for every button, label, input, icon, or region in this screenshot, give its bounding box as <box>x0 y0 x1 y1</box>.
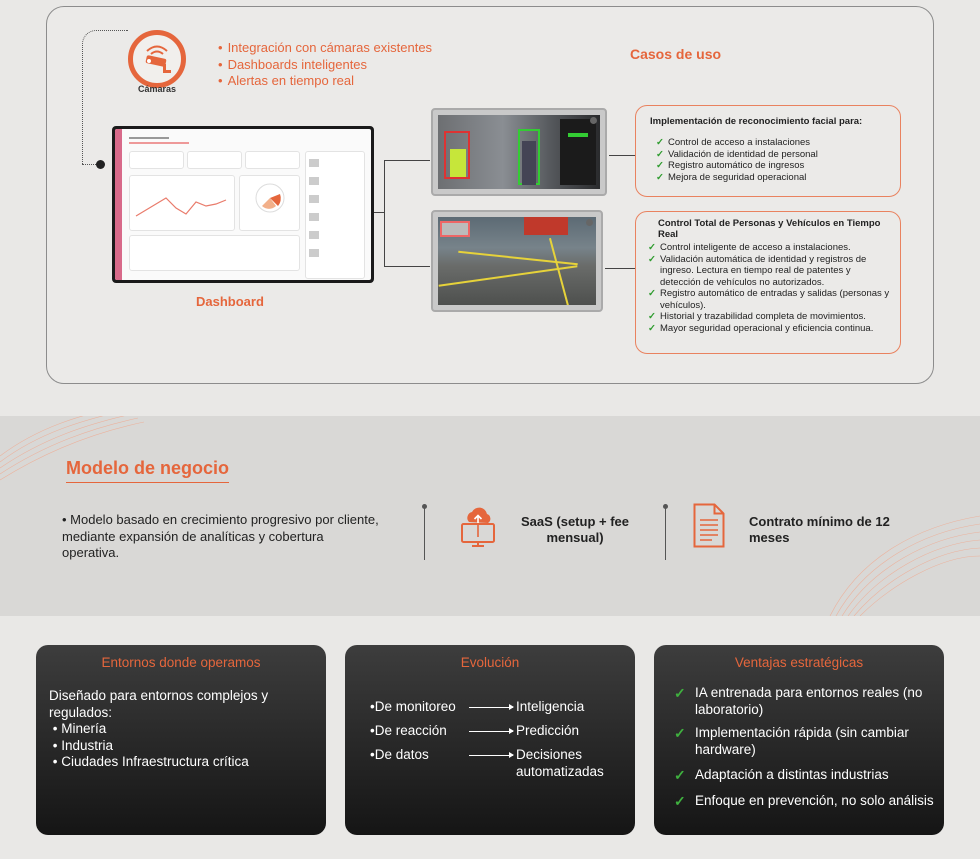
check-icon: ✓ <box>648 311 656 322</box>
connector-line <box>374 212 384 213</box>
card-title: Entornos donde operamos <box>101 655 261 670</box>
evolution-to: Inteligencia <box>516 699 585 714</box>
business-model-description: • Modelo basado en crecimiento progresivo por cliente, mediante expansión de analíticas y cobertura operativa. <box>62 512 379 560</box>
connector-line <box>384 160 385 266</box>
check-icon: ✓ <box>674 767 686 783</box>
use-cases-title: Casos de uso <box>630 46 722 62</box>
cloud-upload-icon <box>460 504 496 548</box>
case-item: ✓ Control de acceso a instalaciones <box>656 137 811 148</box>
feature-list <box>218 40 432 90</box>
case-item: ✓ Validación automática de identidad y registros de ingreso. Lectura en tiempo real de patentes y detección de vehículos no autorizados. <box>648 253 867 288</box>
evolution-card <box>345 645 635 835</box>
feature-item: • Alertas en tiempo real <box>218 73 432 90</box>
arrow-right-icon <box>469 707 513 708</box>
divider <box>424 508 425 560</box>
check-icon: ✓ <box>656 137 664 148</box>
arrow-right-icon <box>469 731 513 732</box>
case-card-title: Implementación de reconocimiento facial para: <box>650 116 863 127</box>
check-icon: ✓ <box>674 725 686 741</box>
advantage-item: ✓ Implementación rápida (sin cambiar hardware) <box>674 725 909 757</box>
card-list <box>49 721 319 771</box>
advantage-item: ✓ Adaptación a distintas industrias <box>674 767 889 783</box>
case-item: ✓ Registro automático de ingresos <box>656 160 805 171</box>
evolution-from: •De reacción <box>370 723 447 738</box>
case-item: ✓ Mejora de seguridad operacional <box>656 171 807 183</box>
check-icon: ✓ <box>648 288 656 299</box>
divider <box>665 508 666 560</box>
arrow-to-case-2 <box>605 268 635 269</box>
contract-label: Contrato mínimo de 12 meses <box>749 514 890 545</box>
list-item: • Industria <box>49 737 114 753</box>
business-model-title: Modelo de negocio <box>66 458 229 483</box>
facial-recognition-camera-view <box>431 108 607 196</box>
divider-dot <box>422 504 427 509</box>
case-item: ✓ Validación de identidad de personal <box>656 148 818 160</box>
dashboard-screenshot <box>112 126 374 283</box>
evolution-to: Decisiones automatizadas <box>516 747 604 779</box>
case-item: ✓ Mayor seguridad operacional y eficiencia continua. <box>648 322 874 334</box>
case-card-vehicles <box>635 211 901 354</box>
card-title: Ventajas estratégicas <box>734 655 864 670</box>
check-icon: ✓ <box>656 171 664 183</box>
check-icon: ✓ <box>674 685 686 701</box>
check-icon: ✓ <box>648 242 656 253</box>
check-icon: ✓ <box>648 322 656 334</box>
saas-label: SaaS (setup + fee mensual) <box>520 514 630 545</box>
document-icon <box>693 503 725 549</box>
card-title: Evolución <box>460 655 520 670</box>
evolution-to: Predicción <box>516 723 580 738</box>
camera-icon <box>128 30 186 88</box>
advantage-item: ✓ Enfoque en prevención, no solo análisis <box>674 793 934 809</box>
vehicle-camera-view <box>431 210 603 312</box>
list-item: • Minería <box>49 721 107 736</box>
connector-line <box>384 266 430 267</box>
arrow-to-case-1 <box>609 155 635 156</box>
card-intro: Diseñado para entornos complejos y regulados: <box>49 688 269 720</box>
dashboard-label: Dashboard <box>196 294 264 309</box>
divider-dot <box>663 504 668 509</box>
case-card-title: Control Total de Personas y Vehículos en Tiempo Real <box>658 218 881 240</box>
case-card-facial <box>635 105 901 197</box>
check-icon: ✓ <box>656 160 664 171</box>
camera-label: Cámaras <box>137 84 177 94</box>
arrow-right-icon <box>469 755 513 756</box>
check-icon: ✓ <box>674 793 686 809</box>
check-icon: ✓ <box>648 253 656 265</box>
list-item: • Ciudades Infraestructura crítica <box>49 754 249 769</box>
case-item: ✓ Control inteligente de acceso a instalaciones. <box>648 242 851 253</box>
feature-item: • Integración con cámaras existentes <box>218 40 432 57</box>
advantage-item: ✓ IA entrenada para entornos reales (no laboratorio) <box>674 685 923 717</box>
connector-dot <box>96 160 105 169</box>
evolution-from: •De monitoreo <box>370 699 456 714</box>
feature-item: • Dashboards inteligentes <box>218 57 432 74</box>
advantages-card <box>654 645 944 835</box>
check-icon: ✓ <box>656 148 664 160</box>
case-item: ✓ Historial y trazabilidad completa de movimientos. <box>648 311 866 322</box>
environments-card <box>36 645 326 835</box>
evolution-from: •De datos <box>370 747 429 762</box>
case-item: ✓ Registro automático de entradas y salidas (personas y vehículos). <box>648 288 890 311</box>
connector-line <box>384 160 430 161</box>
